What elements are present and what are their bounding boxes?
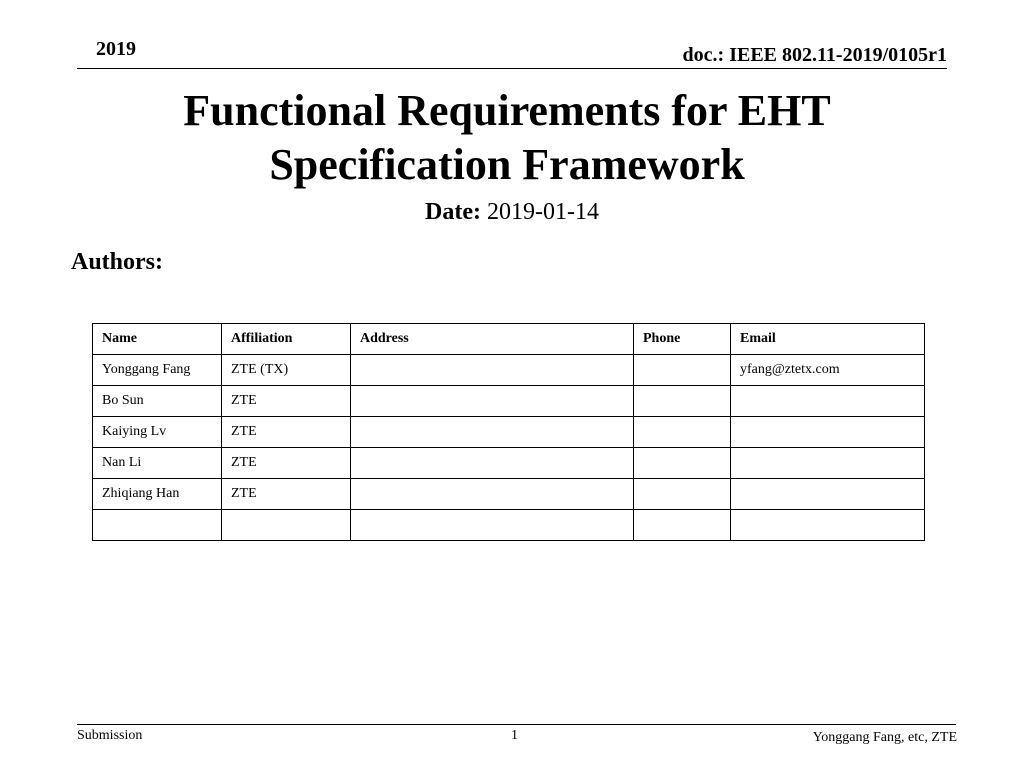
- author-name-cell: Yonggang Fang: [93, 355, 222, 386]
- author-address-cell: [351, 417, 634, 448]
- author-email-cell: [731, 479, 925, 510]
- author-name-cell: [93, 510, 222, 541]
- author-name-cell: Kaiying Lv: [93, 417, 222, 448]
- footer-author: Yonggang Fang, etc, ZTE: [812, 730, 957, 745]
- author-affiliation-cell: ZTE: [222, 479, 351, 510]
- column-header-address: Address: [351, 324, 634, 355]
- author-affiliation-cell: ZTE: [222, 417, 351, 448]
- author-affiliation-cell: ZTE: [222, 448, 351, 479]
- author-name-cell: Zhiqiang Han: [93, 479, 222, 510]
- author-email-cell: [731, 417, 925, 448]
- author-phone-cell: [634, 510, 731, 541]
- author-phone-cell: [634, 479, 731, 510]
- author-address-cell: [351, 510, 634, 541]
- authors-table: [92, 323, 925, 541]
- author-phone-cell: [634, 448, 731, 479]
- table-row: [93, 510, 925, 541]
- author-affiliation-cell: ZTE (TX): [222, 355, 351, 386]
- column-header-phone: Phone: [634, 324, 731, 355]
- authors-label: Authors:: [71, 249, 164, 275]
- table-row: [93, 479, 925, 510]
- table-row: [93, 386, 925, 417]
- slide-title: [0, 84, 1014, 192]
- author-email-cell: yfang@ztetx.com: [731, 355, 925, 386]
- title-line-2: Specification Framework: [269, 140, 745, 189]
- author-address-cell: [351, 386, 634, 417]
- author-phone-cell: [634, 386, 731, 417]
- table-row: [93, 448, 925, 479]
- column-header-name: Name: [93, 324, 222, 355]
- author-name-cell: Nan Li: [93, 448, 222, 479]
- author-address-cell: [351, 448, 634, 479]
- column-header-email: Email: [731, 324, 925, 355]
- footer-rule: [77, 724, 956, 725]
- header-year: 2019: [96, 38, 136, 60]
- author-phone-cell: [634, 355, 731, 386]
- column-header-affiliation: Affiliation: [222, 324, 351, 355]
- author-email-cell: [731, 448, 925, 479]
- title-line-1: Functional Requirements for EHT: [183, 86, 831, 135]
- page-number: 1: [511, 728, 518, 743]
- footer-submission: Submission: [77, 728, 143, 743]
- author-affiliation-cell: [222, 510, 351, 541]
- author-email-cell: [731, 510, 925, 541]
- header-rule: [77, 68, 947, 69]
- author-email-cell: [731, 386, 925, 417]
- author-address-cell: [351, 355, 634, 386]
- date-line: [0, 199, 1024, 226]
- table-row: [93, 355, 925, 386]
- author-name-cell: Bo Sun: [93, 386, 222, 417]
- date-value: 2019-01-14: [486, 199, 599, 225]
- date-label: Date:: [425, 199, 481, 225]
- document-id: doc.: IEEE 802.11-2019/0105r1: [682, 44, 947, 66]
- author-affiliation-cell: ZTE: [222, 386, 351, 417]
- author-address-cell: [351, 479, 634, 510]
- author-phone-cell: [634, 417, 731, 448]
- table-row: [93, 417, 925, 448]
- table-header-row: [93, 324, 925, 355]
